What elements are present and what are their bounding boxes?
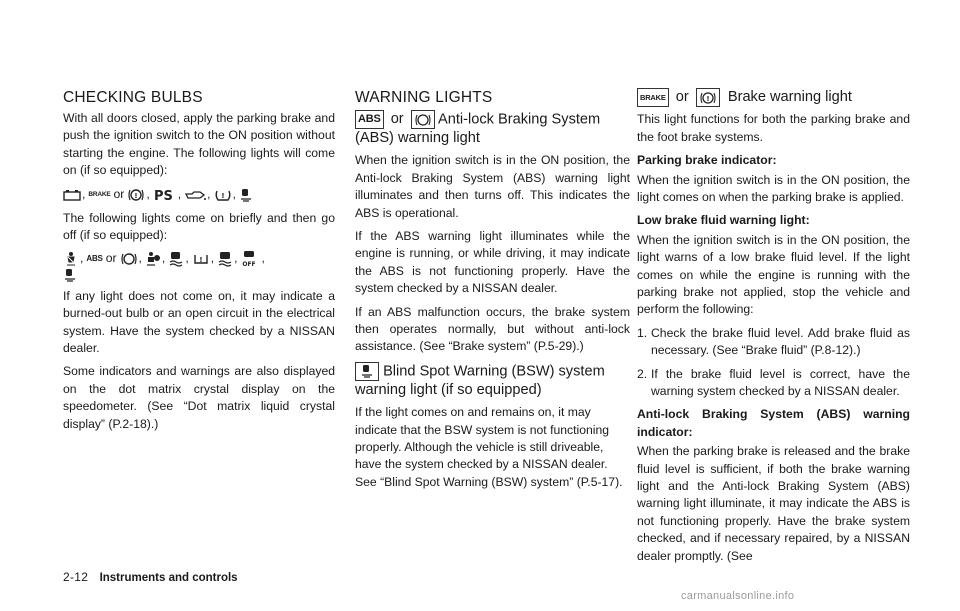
abs-circle-icon [120, 252, 138, 266]
paragraph: When the ignition switch is in the ON position, the light warns of a low brake fluid level. If the light comes on while the engine is running with the parking brake not applied, stop the vehicle and perform the following: [637, 232, 910, 317]
brake-circle-icon [127, 188, 145, 202]
engine-check-icon [192, 252, 210, 266]
column-warning-lights [355, 88, 630, 497]
or-text: or [390, 111, 404, 128]
tpms-icon [214, 188, 232, 202]
low-fluid-heading: Low brake fluid warning light: [637, 213, 810, 228]
paragraph: If an ABS malfunction occurs, the brake system then operates normally, but without anti-lock assistance. (See “Brake system” (P.5-29).) [355, 304, 630, 354]
bsw-warning-icon [63, 268, 335, 282]
page-footer [63, 570, 238, 584]
paragraph: If the light comes on and remains on, it may indicate that the BSW system is not functioning properly. Although the vehicle is still driveable, have the system checked by a NISSAN dealer. See “Blind Spot Warning (BSW) system” (P.5-17). [355, 405, 623, 489]
seat-belt-icon [63, 251, 79, 267]
svg-text:!: ! [220, 191, 225, 200]
parking-brake-heading: Parking brake indicator: [637, 153, 777, 168]
or-text: or [105, 251, 117, 266]
abs-text-icon: ABS [86, 254, 103, 264]
or-text: or [113, 186, 125, 201]
brake-badge-icon [637, 88, 669, 107]
column-checking-bulbs [63, 88, 335, 439]
step-text: Check the brake fluid level. Add brake fluid as necessary. (See “Brake fluid” (P.8-12).) [651, 325, 910, 358]
paragraph: When the ignition switch is in the ON position, the Anti-lock Braking System (ABS) warning light illuminates and then turns off. This indicates the ABS is operational. [355, 153, 630, 220]
list-item [637, 325, 910, 360]
paragraph: If any light does not come on, it may indicate a burned-out bulb or an open circuit in the electrical system. Have the system checked by a NISSAN dealer. [63, 288, 335, 356]
svg-text:!: ! [706, 94, 710, 103]
section-heading-warning-lights: WARNING LIGHTS [355, 89, 493, 106]
bsw-warning-title [355, 362, 630, 400]
abs-badge-text: ABS [358, 113, 381, 125]
column-brake-warning [637, 88, 910, 571]
watermark-text: carmanualsonline.info [681, 590, 795, 602]
brake-warning-title-text: Brake warning light [727, 89, 852, 106]
svg-text:OFF: OFF [242, 261, 257, 268]
steps-list [637, 325, 910, 401]
abs-warning-title-text: Anti-lock Braking System (ABS) warning light [355, 111, 601, 147]
chapter-title: Instruments and controls [99, 572, 238, 584]
abs-warning-title [355, 110, 630, 148]
svg-text:!: ! [134, 191, 138, 200]
paragraph: Some indicators and warnings are also displayed on the dot matrix crystal display on the speedometer. (See “Dot matrix liquid crystal display” (P.2-18).) [63, 364, 335, 431]
brake-badge-text: BRAKE [640, 93, 666, 102]
paragraph: If the ABS warning light illuminates while the engine is running, or while driving, it may indicate the ABS is not functioning properly. Have the system checked by a NISSAN dealer. [355, 228, 630, 296]
paragraph: This light functions for both the parking brake and the foot brake systems. [637, 112, 910, 144]
vdc-off-label-icon [240, 251, 260, 267]
list-item [637, 366, 910, 401]
section-heading-checking-bulbs: CHECKING BULBS [63, 89, 203, 106]
abs-indicator-heading: Anti-lock Braking System (ABS) warning indicator: [637, 407, 910, 439]
bsw-icon [239, 188, 253, 202]
abs-circle-badge-icon [411, 110, 435, 129]
brake-warning-title [637, 88, 910, 107]
svg-text:PS: PS [153, 188, 173, 202]
paragraph: With all doors closed, apply the parking brake and push the ignition switch to the ON position without starting the engine. The following lights will come on (if so equipped): [63, 111, 335, 178]
vdc-off-icon [168, 251, 184, 267]
slip-indicator-icon [217, 251, 233, 267]
paragraph: When the ignition switch is in the ON position, the light comes on when the parking brake is applied. [637, 172, 910, 204]
bsw-badge-icon [355, 362, 379, 381]
power-steering-icon [153, 188, 177, 202]
brake-circle-badge-icon [696, 88, 720, 107]
step-number: 2. [637, 366, 648, 381]
battery-charge-icon [63, 189, 81, 201]
or-text: or [675, 89, 689, 106]
abs-badge-icon [355, 110, 384, 129]
icon-row-bulbs-brief: , ABS or , , , ! , , OFF , [63, 250, 335, 281]
brake-text-icon: BRAKE [88, 190, 111, 198]
svg-text:!: ! [199, 256, 203, 265]
icon-row-bulbs-on: , BRAKE or ! , PS , , ! , [63, 186, 335, 204]
airbag-icon [145, 251, 161, 267]
oil-pressure-icon [184, 189, 206, 201]
paragraph: When the parking brake is released and the brake fluid level is sufficient, if both the brake warning light and the Anti-lock Braking System (ABS) warning light illuminate, it may indicate the ABS is not functioning properly. Have the brake system checked, and if necessary repaired, by a NISSAN dealer promptly. (See [637, 444, 910, 563]
bsw-warning-title-text: Blind Spot Warning (BSW) system warning light (if so equipped) [355, 363, 605, 399]
paragraph: The following lights come on briefly and then go off (if so equipped): [63, 210, 335, 243]
step-number: 1. [637, 325, 648, 340]
step-text: If the brake fluid level is correct, have the warning system checked by a NISSAN dealer. [651, 366, 910, 399]
page-number: 2-12 [63, 570, 89, 584]
